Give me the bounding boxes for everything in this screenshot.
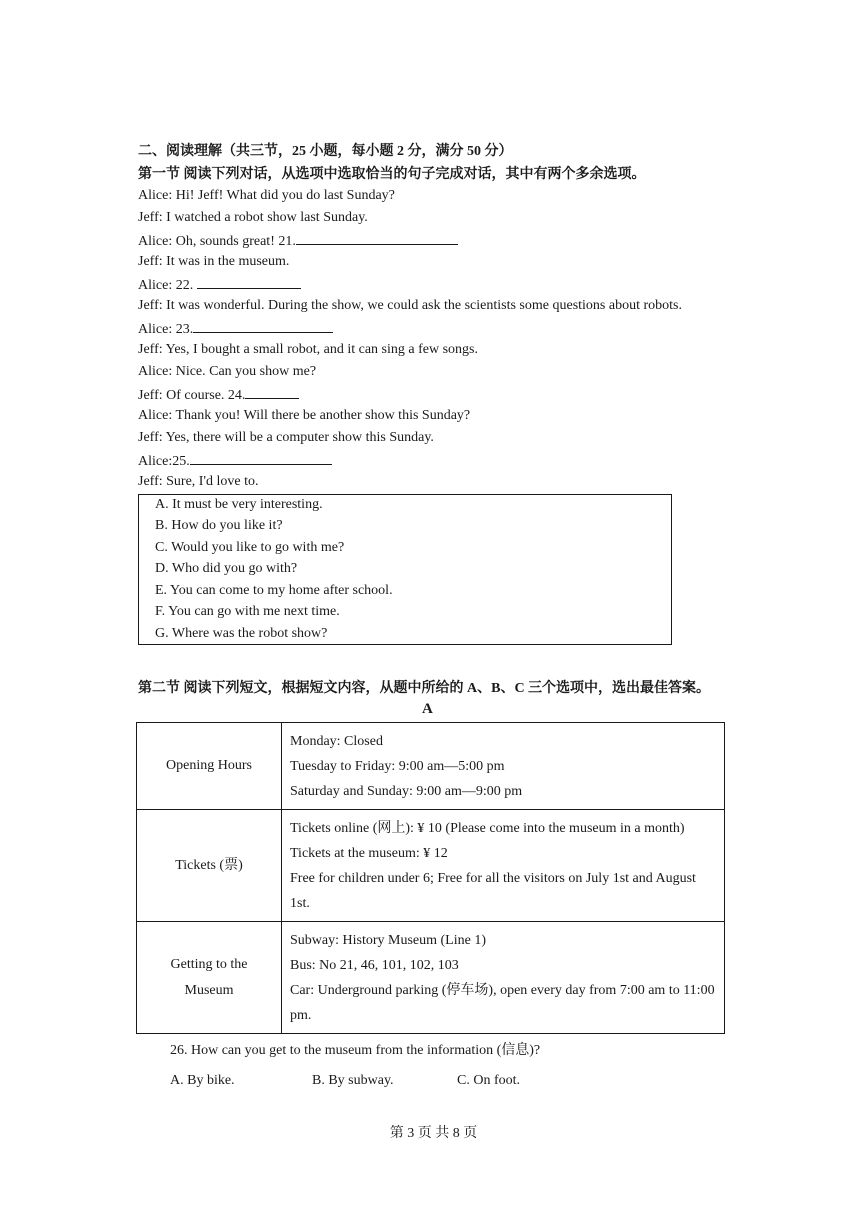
dialogue-line: Jeff: Of course. 24.	[138, 385, 299, 405]
row-heading: Opening Hours	[137, 723, 282, 810]
table-row	[137, 922, 725, 1034]
option-g: G. Where was the robot show?	[155, 626, 328, 641]
answer-blank-24[interactable]	[245, 385, 299, 399]
section-heading: 二、阅读理解（共三节，25 小题，每小题 2 分，满分 50 分）	[138, 144, 513, 159]
options-box	[138, 494, 672, 645]
choice-b[interactable]: B. By subway.	[312, 1073, 394, 1088]
row-line: Tickets at the museum: ¥ 12	[290, 845, 448, 861]
option-d: D. Who did you go with?	[155, 561, 298, 576]
dialogue-line: Jeff: Sure, I'd love to.	[138, 474, 259, 489]
dialogue-line: Jeff: I watched a robot show last Sunday.	[138, 210, 368, 225]
dialogue-line: Alice: 23.	[138, 319, 333, 339]
dialogue-line: Alice: Hi! Jeff! What did you do last Sunday?	[138, 188, 395, 203]
row-line: Saturday and Sunday: 9:00 am—9:00 pm	[290, 783, 523, 799]
row-line: Tickets online (网上): ¥ 10 (Please come into the museum in a month)	[290, 820, 685, 836]
museum-info-table	[136, 722, 725, 1034]
row-line: Free for children under 6; Free for all the visitors on July 1st and August 1st.	[290, 870, 696, 911]
dialogue-line: Alice:25.	[138, 451, 332, 471]
dialogue-line: Jeff: Yes, there will be a computer show this Sunday.	[138, 430, 434, 445]
dialogue-line: Jeff: It was in the museum.	[138, 254, 290, 269]
part1-instruction: 第一节 阅读下列对话，从选项中选取恰当的句子完成对话，其中有两个多余选项。	[138, 167, 646, 182]
dialogue-line: Alice: Nice. Can you show me?	[138, 364, 317, 379]
row-line: Car: Underground parking (停车场), open every day from 7:00 am to 11:00 pm.	[290, 982, 715, 1023]
choice-a[interactable]: A. By bike.	[170, 1073, 235, 1088]
part2-instruction: 第二节 阅读下列短文，根据短文内容，从题中所给的 A、B、C 三个选项中，选出最佳答案。	[138, 681, 711, 696]
dialogue-line: Jeff: Yes, I bought a small robot, and it can sing a few songs.	[138, 342, 478, 357]
dialogue-line: Jeff: It was wonderful. During the show, we could ask the scientists some questions about robots.	[138, 298, 682, 313]
dialogue-line: Alice: 22.	[138, 275, 301, 295]
answer-blank-21[interactable]	[296, 231, 458, 245]
table-row	[137, 723, 725, 810]
option-c: C. Would you like to go with me?	[155, 540, 345, 555]
answer-blank-22[interactable]	[197, 275, 301, 289]
option-f: F. You can go with me next time.	[155, 604, 340, 619]
dialogue-line: Alice: Thank you! Will there be another show this Sunday?	[138, 408, 471, 423]
option-e: E. You can come to my home after school.	[155, 583, 393, 598]
table-row	[137, 810, 725, 922]
passage-label: A	[422, 701, 433, 717]
row-line: Tuesday to Friday: 9:00 am—5:00 pm	[290, 758, 505, 774]
row-line: Subway: History Museum (Line 1)	[290, 932, 486, 948]
answer-blank-25[interactable]	[190, 451, 332, 465]
row-heading: Tickets (票)	[137, 810, 282, 922]
page-footer: 第 3 页 共 8 页	[389, 1126, 478, 1141]
question-26: 26. How can you get to the museum from the information (信息)?	[170, 1043, 541, 1058]
option-a: A. It must be very interesting.	[155, 497, 323, 512]
row-heading: Getting to the Museum	[137, 922, 282, 1034]
option-b: B. How do you like it?	[155, 518, 283, 533]
answer-blank-23[interactable]	[193, 319, 333, 333]
row-line: Monday: Closed	[290, 733, 383, 749]
choice-c[interactable]: C. On foot.	[457, 1073, 520, 1088]
row-line: Bus: No 21, 46, 101, 102, 103	[290, 957, 459, 973]
dialogue-line: Alice: Oh, sounds great! 21.	[138, 231, 458, 251]
